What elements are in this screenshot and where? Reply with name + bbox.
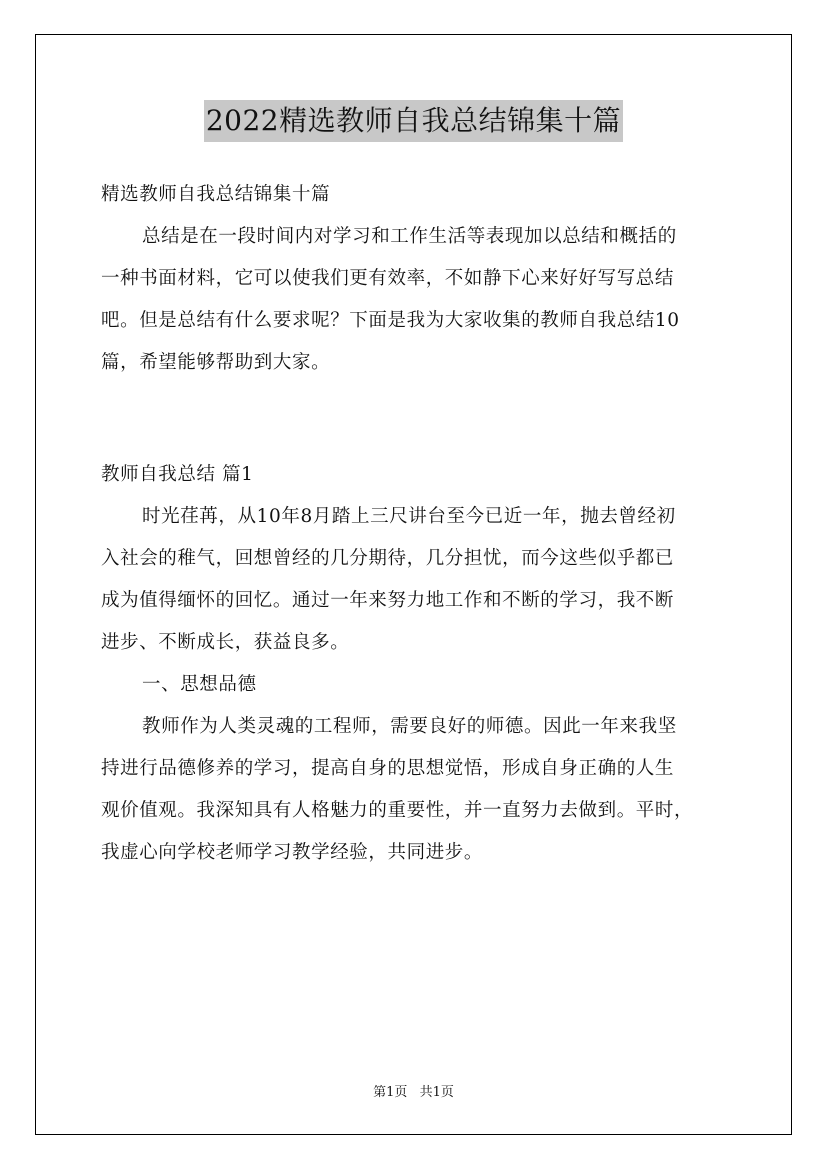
subheading: 一、思想品德 xyxy=(142,674,257,695)
page-number: 第1页 xyxy=(373,1085,408,1100)
intro-line: 篇，希望能够帮助到大家。 xyxy=(101,352,331,373)
intro-line: 总结是在一段时间内对学习和工作生活等表现加以总结和概括的 xyxy=(142,226,677,247)
page-footer xyxy=(0,1084,827,1102)
title-block xyxy=(0,100,827,142)
document-subtitle: 精选教师自我总结锦集十篇 xyxy=(101,184,331,205)
paragraph-line: 成为值得缅怀的回忆。通过一年来努力地工作和不断的学习，我不断 xyxy=(101,590,675,611)
document-title: 2022精选教师自我总结锦集十篇 xyxy=(204,100,623,142)
document-body xyxy=(101,174,727,874)
paragraph-line: 教师作为人类灵魂的工程师，需要良好的师德。因此一年来我坚 xyxy=(142,716,677,737)
paragraph-line: 进步、不断成长，获益良多。 xyxy=(101,632,350,653)
page-total: 共1页 xyxy=(419,1085,454,1100)
intro-line: 吧。但是总结有什么要求呢？下面是我为大家收集的教师自我总结10 xyxy=(101,310,680,331)
paragraph-line: 观价值观。我深知具有人格魅力的重要性，并一直努力去做到。平时， xyxy=(101,800,694,821)
paragraph-line: 入社会的稚气，回想曾经的几分期待，几分担忧，而今这些似乎都已 xyxy=(101,548,675,569)
paragraph-line: 持进行品德修养的学习，提高自身的思想觉悟，形成自身正确的人生 xyxy=(101,758,675,779)
spacer xyxy=(101,384,727,454)
paragraph-line: 时光荏苒，从10年8月踏上三尺讲台至今已近一年，抛去曾经初 xyxy=(142,506,676,527)
paragraph-line: 我虚心向学校老师学习教学经验，共同进步。 xyxy=(101,842,484,863)
section-heading: 教师自我总结 篇1 xyxy=(101,464,254,485)
intro-line: 一种书面材料，它可以使我们更有效率，不如静下心来好好写写总结 xyxy=(101,268,675,289)
